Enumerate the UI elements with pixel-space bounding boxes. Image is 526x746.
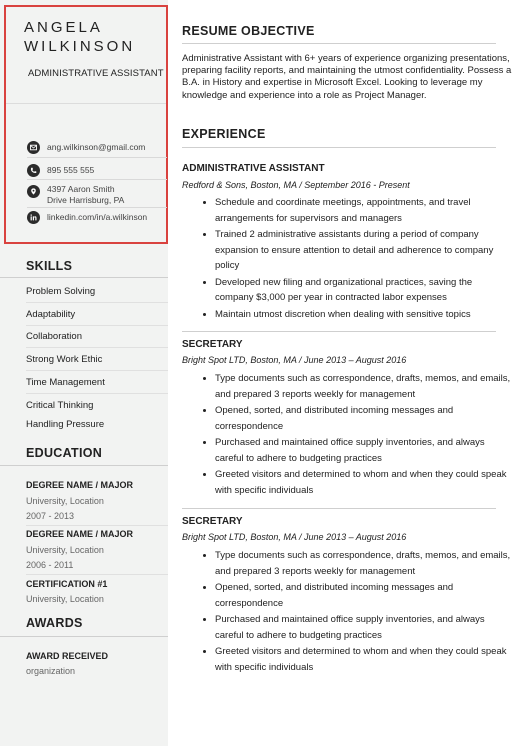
job-title: ADMINISTRATIVE ASSISTANT [182,163,325,174]
skill-divider [26,347,168,348]
skill-item: Critical Thinking [26,400,94,411]
education-certification: CERTIFICATION #1 [26,579,108,589]
skills-rule [0,277,168,278]
contact-divider [27,207,167,208]
header-divider [6,103,166,104]
job-bullets [182,548,512,676]
skill-item: Time Management [26,377,105,388]
job-bullet: • Opened, sorted, and distributed incoming messages and correspondence [215,580,512,611]
objective-rule [182,43,496,44]
job-bullet: • Type documents such as correspondence, drafts, memos, and emails, and prepared 3 reports weekly for management [215,548,512,579]
skill-divider [26,325,168,326]
job-bullet: • Greeted visitors and determined to whom and when they could speak with specific individuals [215,644,512,675]
address-text [47,184,124,206]
job-title: SECRETARY [182,339,243,350]
job-title: SECRETARY [182,516,243,527]
experience-rule [182,147,496,148]
address-line-1: 4397 Aaron Smith [47,184,115,194]
job-meta: Bright Spot LTD, Boston, MA / June 2013 – August 2016 [182,355,407,365]
job-bullet: • Type documents such as correspondence, drafts, memos, and emails, and prepared 3 reports weekly for management [215,371,512,402]
education-divider [26,574,168,575]
education-years: 2006 - 2011 [26,560,74,570]
address-line-2: Drive Harrisburg, PA [47,195,125,205]
email-icon [27,141,40,154]
contact-divider [27,157,167,158]
candidate-job-title: ADMINISTRATIVE ASSISTANT [28,68,164,79]
job-bullets [182,371,512,499]
education-degree: DEGREE NAME / MAJOR [26,529,134,539]
objective-text: Administrative Assistant with 6+ years of experience organizing presentations, preparing facility reports, and maintaining the utmost confidentiality. Possess a B.A. in History and expertise in Microsoft Excel. Looking to leverage my knowledge and experience into a role as Project Manager. [182,53,512,101]
job-bullet: • Purchased and maintained office supply inventories, and always careful to adhere to budgeting practices [215,435,512,466]
first-name: ANGELA [24,19,103,36]
education-school: University, Location [26,496,104,506]
skill-divider [26,393,168,394]
candidate-name [24,18,135,56]
job-meta: Bright Spot LTD, Boston, MA / June 2013 – August 2016 [182,532,407,542]
skill-item: Collaboration [26,331,82,342]
skill-item: Adaptability [26,309,76,320]
skill-item: Handling Pressure [26,419,105,430]
job-bullet: • Schedule and coordinate meetings, appointments, and travel arrangements for supervisors and managers [215,195,512,226]
job-bullet: • Maintain utmost discretion when dealing with sensitive topics [215,307,512,323]
education-school: University, Location [26,545,104,555]
contact-divider [27,179,167,180]
job-bullet: • Developed new filing and organizational practices, saving the company $3,000 per year in contracted labor expenses [215,275,512,306]
job-bullet: • Purchased and maintained office supply inventories, and always careful to adhere to budgeting practices [215,612,512,643]
education-rule [0,465,168,466]
job-bullet: • Opened, sorted, and distributed incoming messages and correspondence [215,403,512,434]
job-bullet: • Trained 2 administrative assistants during a period of company expansion to ensure attention to detail and adherence to company policy [215,227,512,274]
education-heading: EDUCATION [26,446,103,460]
skill-item: Problem Solving [26,286,96,297]
email-text: ang.wilkinson@gmail.com [47,142,146,152]
location-pin-icon [27,185,40,198]
award-org: organization [26,666,76,676]
objective-heading: RESUME OBJECTIVE [182,24,315,38]
education-degree: DEGREE NAME / MAJOR [26,480,134,490]
skills-heading: SKILLS [26,259,73,273]
awards-heading: AWARDS [26,616,83,630]
awards-rule [0,636,168,637]
phone-text: 895 555 555 [47,165,95,175]
job-bullet: • Greeted visitors and determined to whom and when they could speak with specific individuals [215,467,512,498]
education-years: 2007 - 2013 [26,511,75,521]
linkedin-text: linkedin.com/in/a.wilkinson [47,212,148,222]
job-divider [182,508,496,509]
phone-icon [27,164,40,177]
job-divider [182,331,496,332]
award-title: AWARD RECEIVED [26,651,109,661]
skill-item: Strong Work Ethic [26,354,103,365]
education-school: University, Location [26,594,104,604]
skill-divider [26,370,168,371]
last-name: WILKINSON [24,38,136,55]
linkedin-icon [27,211,40,224]
skill-divider [26,302,168,303]
job-meta: Redford & Sons, Boston, MA / September 2016 - Present [182,180,410,190]
job-bullets [182,195,512,323]
experience-heading: EXPERIENCE [182,127,266,141]
education-divider [26,525,168,526]
